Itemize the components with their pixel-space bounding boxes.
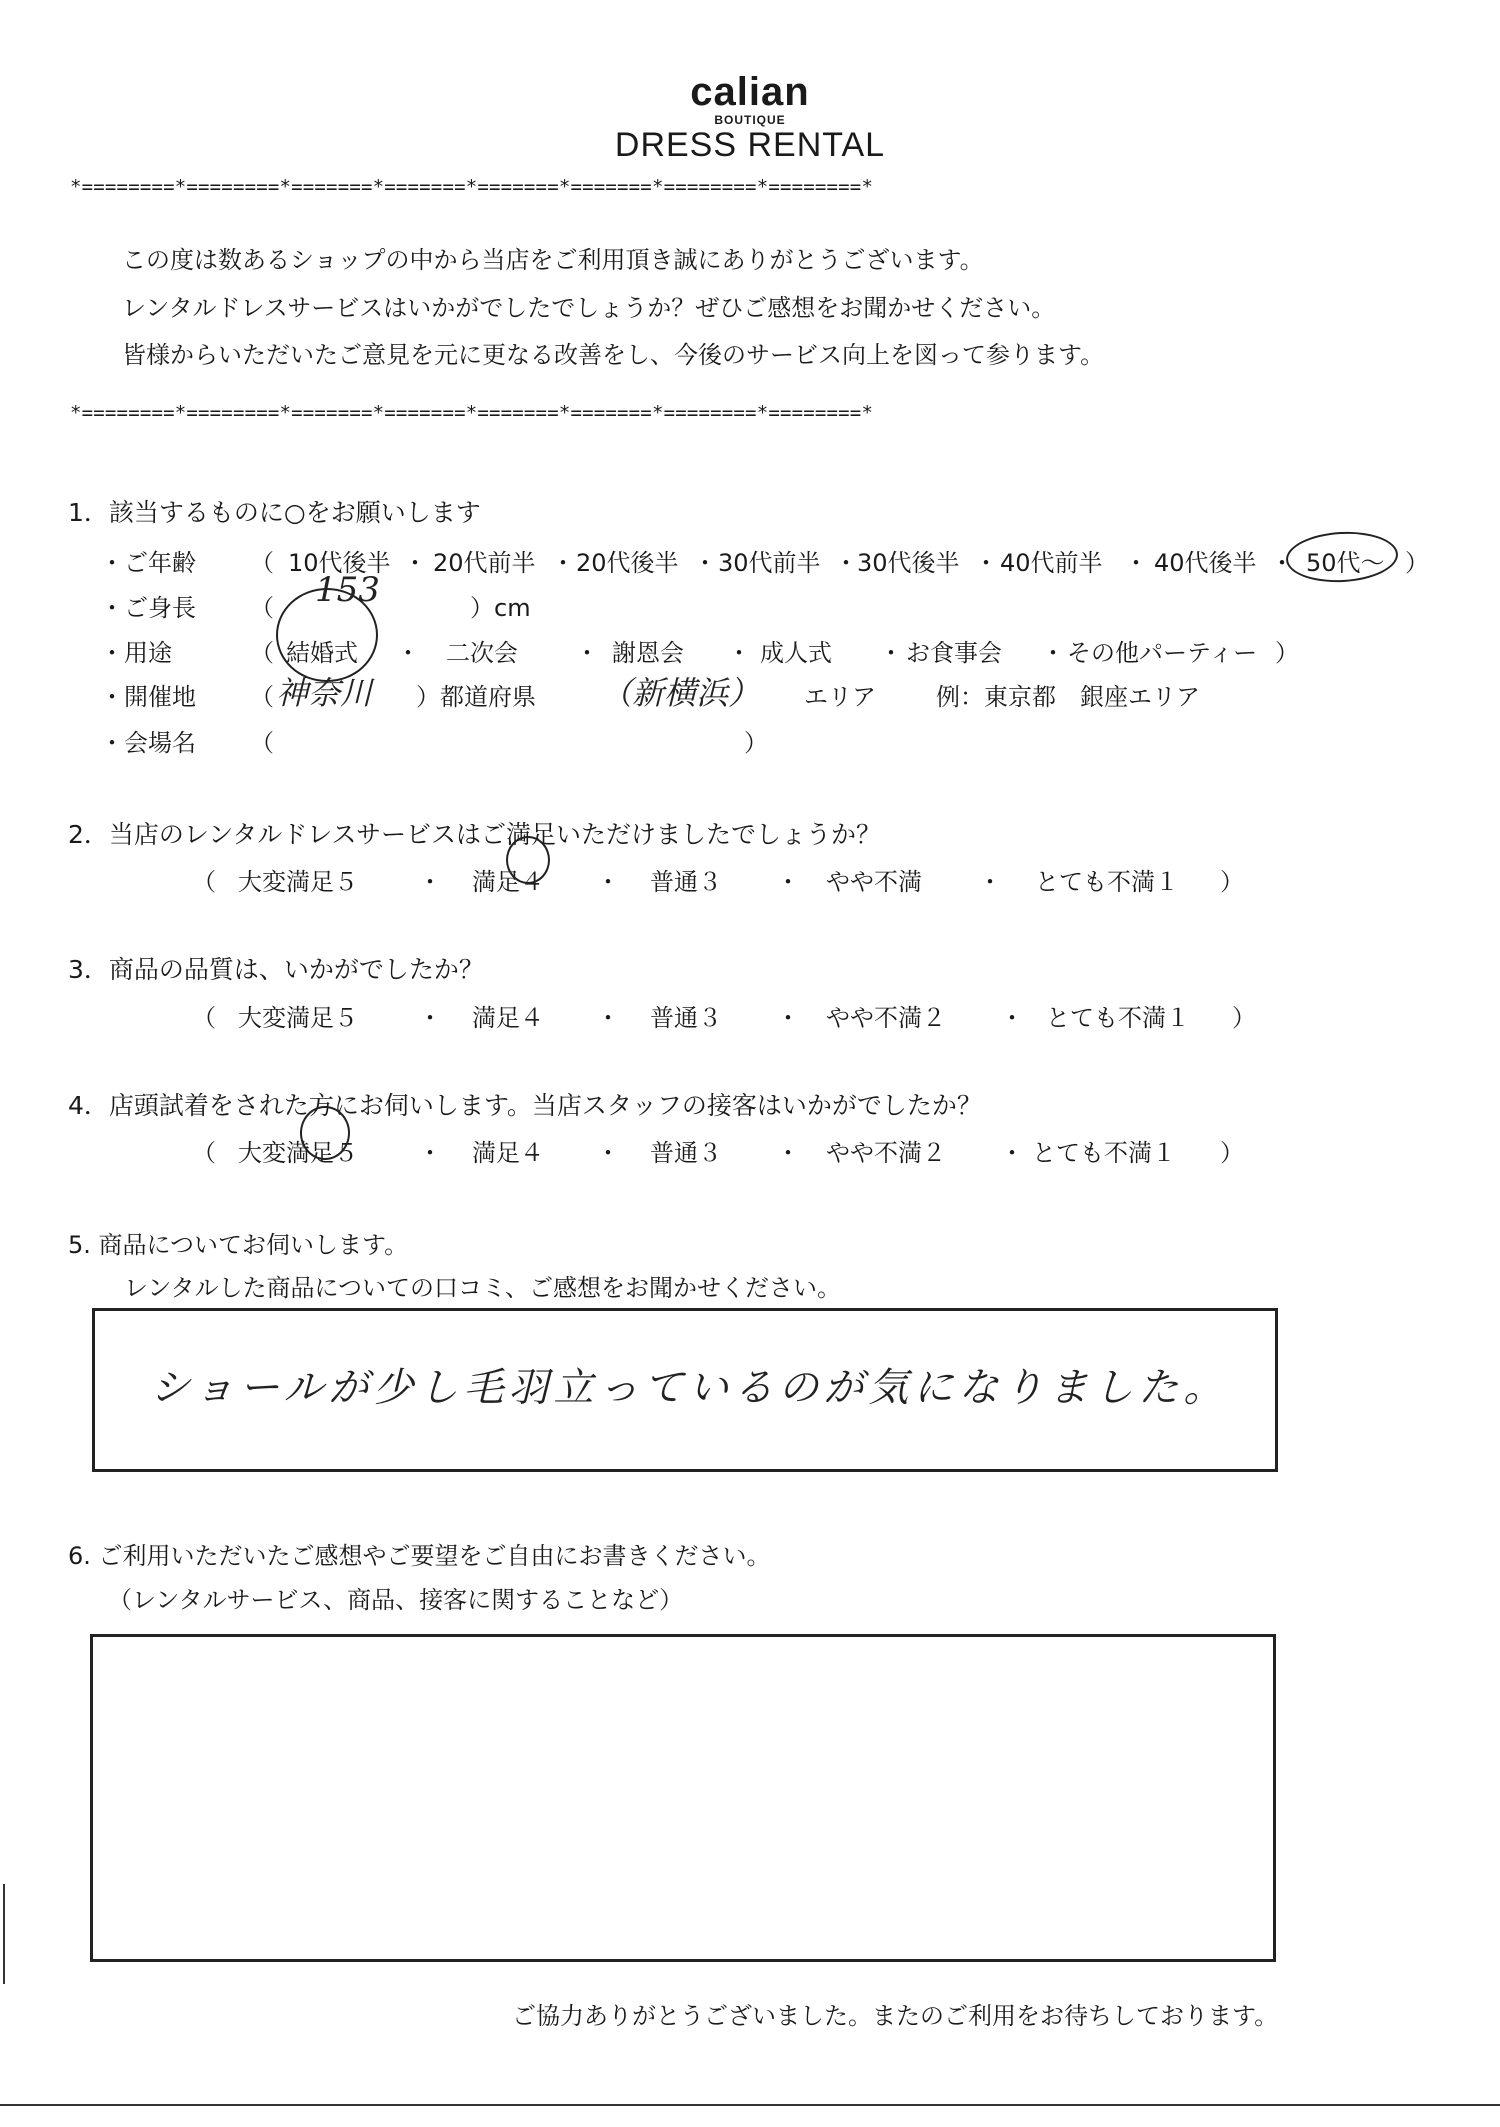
age-option-4[interactable]: 30代前半 — [718, 549, 821, 577]
age-label: ・ご年齢 — [100, 549, 196, 577]
age-option-3[interactable]: 20代後半 — [576, 549, 679, 577]
q3-close-paren: ） — [1232, 1004, 1256, 1032]
purpose-option-4[interactable]: 成人式 — [760, 639, 832, 667]
height-close: ）cm — [470, 594, 531, 622]
q4-option-2[interactable]: 満足４ — [472, 1139, 544, 1167]
q5-subtitle: レンタルした商品についての口コミ、ご感想をお聞かせください。 — [124, 1274, 841, 1302]
q5-title: 5. 商品についてお伺いします。 — [68, 1231, 409, 1259]
height-open-paren: （ — [250, 594, 274, 622]
location-example: 例：東京都 銀座エリア — [936, 683, 1200, 711]
q2-open-paren: （ — [192, 868, 216, 896]
prefecture-suffix: ）都道府県 — [416, 683, 536, 711]
age-option-7[interactable]: 40代後半 — [1154, 549, 1257, 577]
q2-option-3[interactable]: 普通３ — [650, 868, 722, 896]
q3-option-1[interactable]: 大変満足５ — [238, 1004, 358, 1032]
q3-open-paren: （ — [192, 1004, 216, 1032]
q3-title: 3．商品の品質は、いかがでしたか？ — [68, 955, 484, 984]
q2-option-5[interactable]: とても不満１ — [1035, 868, 1179, 896]
page-title: DRESS RENTAL — [614, 126, 886, 164]
q6-title: 6. ご利用いただいたご感想やご要望をご自由にお書きください。 — [68, 1542, 771, 1570]
q4-open-paren: （ — [192, 1139, 216, 1167]
q5-answer-box[interactable] — [92, 1308, 1278, 1472]
q2-option-1[interactable]: 大変満足５ — [238, 868, 358, 896]
age-option-8[interactable]: 50代～ — [1306, 549, 1385, 577]
area-value[interactable]: （新横浜） — [600, 674, 761, 712]
age-option-6[interactable]: 40代前半 — [1000, 549, 1103, 577]
purpose-option-2[interactable]: 二次会 — [446, 639, 518, 667]
height-value[interactable]: 153 — [315, 570, 380, 610]
q2-selected-circle — [506, 836, 550, 884]
intro-line-1: この度は数あるショップの中から当店をご利用頂き誠にありがとうございます。 — [122, 246, 984, 274]
q4-selected-circle — [300, 1106, 350, 1160]
q2-option-2[interactable]: 満足４ — [472, 868, 544, 896]
age-close-paren: ） — [1405, 549, 1429, 577]
purpose-option-6[interactable]: その他パーティー — [1067, 639, 1258, 667]
intro-line-2: レンタルドレスサービスはいかがでしたでしょうか？ぜひご感想をお聞かせください。 — [122, 294, 1056, 322]
height-label: ・ご身長 — [100, 594, 196, 622]
q2-option-4[interactable]: やや不満 — [826, 868, 922, 896]
q5-answer-text: ショールが少し毛羽立っているのが気になりました。 — [150, 1365, 1229, 1411]
brand-name: calian — [690, 70, 810, 114]
q6-subtitle: （レンタルサービス、商品、接客に関することなど） — [108, 1586, 684, 1614]
q3-option-3[interactable]: 普通３ — [650, 1004, 722, 1032]
q4-option-4[interactable]: やや不満２ — [826, 1139, 946, 1167]
divider-top: *========*========*=======*=======*=======*=======*========*========* — [70, 176, 874, 198]
age-option-1[interactable]: 10代後半 — [288, 549, 391, 577]
age-open-paren: （ — [250, 549, 274, 577]
location-label: ・開催地 — [100, 683, 196, 711]
prefecture-value[interactable]: 神奈川 — [276, 674, 373, 712]
q6-answer-box[interactable] — [90, 1634, 1276, 1962]
intro-line-3: 皆様からいただいたご意見を元に更なる改善をし、今後のサービス向上を図って参ります。 — [122, 341, 1105, 369]
age-option-2[interactable]: 20代前半 — [433, 549, 536, 577]
q3-option-2[interactable]: 満足４ — [472, 1004, 544, 1032]
purpose-option-5[interactable]: お食事会 — [906, 639, 1002, 667]
scan-left-mark — [3, 1884, 5, 1984]
purpose-option-1[interactable]: 結婚式 — [286, 639, 358, 667]
divider-bottom: *========*========*=======*=======*=======*=======*========*========* — [70, 402, 874, 424]
q4-close-paren: ） — [1220, 1139, 1244, 1167]
brand-subtitle: BOUTIQUE — [714, 113, 786, 127]
venue-close-paren: ） — [744, 729, 768, 757]
purpose-option-3[interactable]: 謝恩会 — [612, 639, 684, 667]
location-open-paren: （ — [250, 683, 274, 711]
q2-close-paren: ） — [1220, 868, 1244, 896]
q4-title: 4．店頭試着をされた方にお伺いします。当店スタッフの接客はいかがでしたか？ — [68, 1091, 982, 1120]
purpose-close-paren: ） — [1275, 639, 1299, 667]
age-option-5[interactable]: 30代後半 — [857, 549, 960, 577]
q1-title: 1．該当するものに○をお願いします — [68, 498, 481, 527]
purpose-label: ・用途 — [100, 639, 172, 667]
closing-message: ご協力ありがとうございました。またのご利用をお待ちしております。 — [512, 2002, 1279, 2030]
scan-bottom-edge — [0, 2104, 1500, 2106]
q4-option-3[interactable]: 普通３ — [650, 1139, 722, 1167]
q3-option-4[interactable]: やや不満２ — [826, 1004, 946, 1032]
survey-form-page: calian BOUTIQUE DRESS RENTAL *========*========*=======*=======*=======*=======*========*========* この度は数あるショップの中から当店をご利用頂き誠にありがとうございます。 レンタルドレスサービスはいかがでしたでしょうか？ぜひご感想をお聞かせください。 皆様からいただいたご意見を元に更なる改善をし、今後のサービス向上を図って参ります。 *========*========*=======*=======*=======*=======*========*========* 1．該当するものに○をお願いします ・ご年齢 （ 10代後半 ・ 20代前半 ・ 20代後半 ・ 30代前半 ・ 30代後半 ・ 40代前半 ・ 40代後半 ・ 50代～ ） ・ご身長 （ 153 ）cm ・用途 （ 結婚式 ・ 二次会 ・ 謝恩会 ・ 成人式 ・ お食事会 ・ その他パーティー ） ・開催地 （ 神奈川 ）都道府県 （新横浜） エリア 例：東京都 銀座エリア ・会場名 （ ） 2．当店のレンタルドレスサービスはご満足いただけましたでしょうか？ （ 大変満足５ ・ 満足４ ・ 普通３ ・ やや不満 ・ とても不満１ ） 3．商品の品質は、いかがでしたか？ （ 大変満足５ ・ 満足４ ・ 普通３ ・ やや不満２ ・ とても不満１ ） 4．店頭試着をされた方にお伺いします。当店スタッフの接客はいかがでしたか？ （ 大変満足５ ・ 満足４ ・ 普通３ ・ やや不満２ ・ とても不満１ ） 5. 商品についてお伺いします。 レンタルした商品についての口コミ、ご感想をお聞かせください。 ショールが少し毛羽立っているのが気になりました。 6. ご利用いただいたご感想やご要望をご自由にお書きください。 （レンタルサービス、商品、接客に関することなど） ご協力ありがとうございました。またのご利用をお待ちしております。 — [0, 0, 1500, 2127]
area-suffix: エリア — [804, 683, 876, 711]
q4-option-5[interactable]: とても不満１ — [1032, 1139, 1176, 1167]
q4-option-1[interactable]: 大変満足５ — [238, 1139, 358, 1167]
q2-title: 2．当店のレンタルドレスサービスはご満足いただけましたでしょうか？ — [68, 820, 882, 849]
venue-open-paren: （ — [250, 729, 274, 757]
venue-label: ・会場名 — [100, 729, 196, 757]
q3-option-5[interactable]: とても不満１ — [1046, 1004, 1190, 1032]
purpose-open-paren: （ — [250, 639, 274, 667]
